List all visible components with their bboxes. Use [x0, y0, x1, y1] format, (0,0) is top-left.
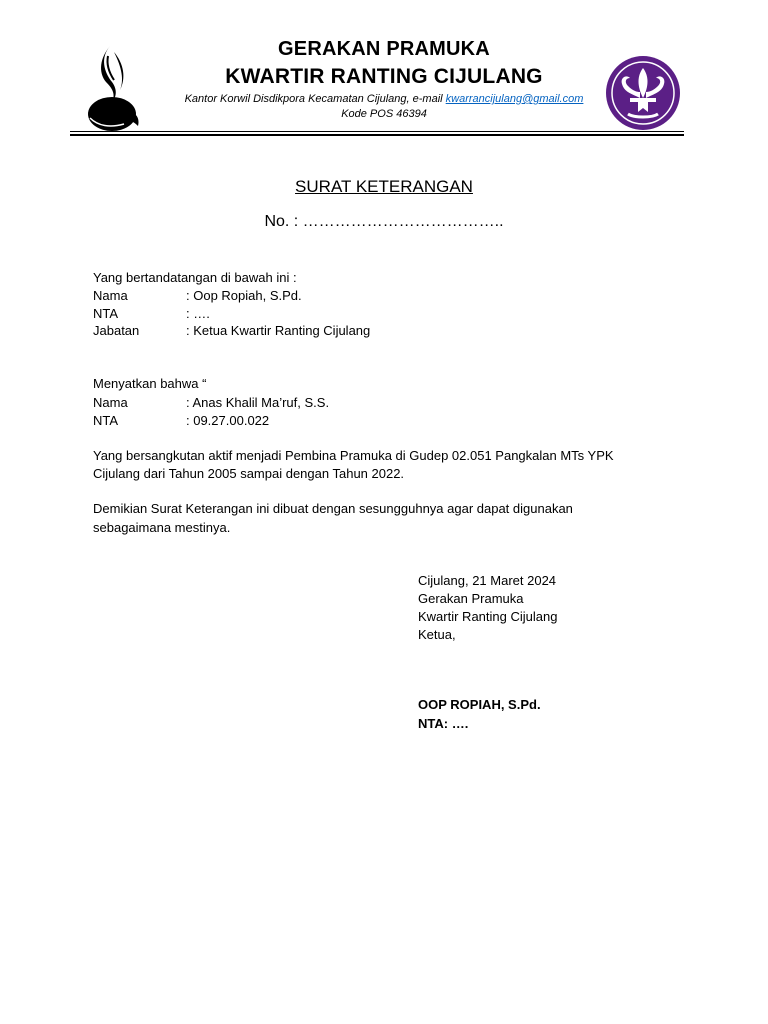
signature-name: OOP ROPIAH, S.Pd.: [418, 697, 541, 712]
signatory-position-row: [93, 323, 370, 338]
field-label: NTA: [93, 413, 119, 428]
unit-name: KWARTIR RANTING CIJULANG: [225, 65, 543, 88]
signatory-name-row: [93, 288, 302, 303]
subject-intro: Menyatkan bahwa “: [93, 376, 207, 391]
statement-line-1: Yang bersangkutan aktif menjadi Pembina Pramuka di Gudep 02.051 Pangkalan MTs YPK: [93, 448, 614, 463]
document-title: SURAT KETERANGAN: [295, 177, 473, 196]
subject-nta-row: [93, 413, 269, 428]
signature-org: Gerakan Pramuka: [418, 591, 524, 606]
header-divider-thick: [70, 134, 684, 136]
email-link[interactable]: kwarrancijulang@gmail.com: [445, 93, 584, 105]
signature-position: Ketua,: [418, 627, 456, 642]
signature-place-date: Cijulang, 21 Maret 2024: [418, 573, 557, 588]
field-label: NTA: [93, 306, 119, 321]
postal-code: Kode POS 46394: [341, 108, 427, 120]
signatory-intro: Yang bertandatangan di bawah ini :: [93, 270, 297, 285]
subject-name-row: [93, 395, 329, 410]
signatory-nta-row: [93, 306, 210, 321]
field-value: : 09.27.00.022: [186, 413, 270, 428]
field-value: : ….: [186, 306, 210, 321]
field-label: Nama: [93, 288, 128, 303]
statement-line-2: Cijulang dari Tahun 2005 sampai dengan Tahun 2022.: [93, 466, 405, 481]
header-divider-thin: [70, 131, 684, 132]
signature-nta: NTA: ….: [418, 716, 469, 731]
field-value: : Oop Ropiah, S.Pd.: [186, 288, 302, 303]
closing-line-1: Demikian Surat Keterangan ini dibuat dengan sesungguhnya agar dapat digunakan: [93, 501, 573, 516]
address-text: Kantor Korwil Disdikpora Kecamatan Cijulang, e-mail: [184, 93, 443, 105]
world-scout-emblem-icon: [604, 54, 682, 132]
field-label: Jabatan: [93, 323, 140, 338]
field-label: Nama: [93, 395, 128, 410]
field-value: : Anas Khalil Ma’ruf, S.S.: [186, 395, 330, 410]
document-number: No. : ………………………………..: [264, 213, 504, 230]
signature-unit: Kwartir Ranting Cijulang: [418, 609, 558, 624]
closing-line-2: sebagaimana mestinya.: [93, 520, 231, 535]
org-name: GERAKAN PRAMUKA: [278, 38, 490, 60]
field-value: : Ketua Kwartir Ranting Cijulang: [186, 323, 371, 338]
